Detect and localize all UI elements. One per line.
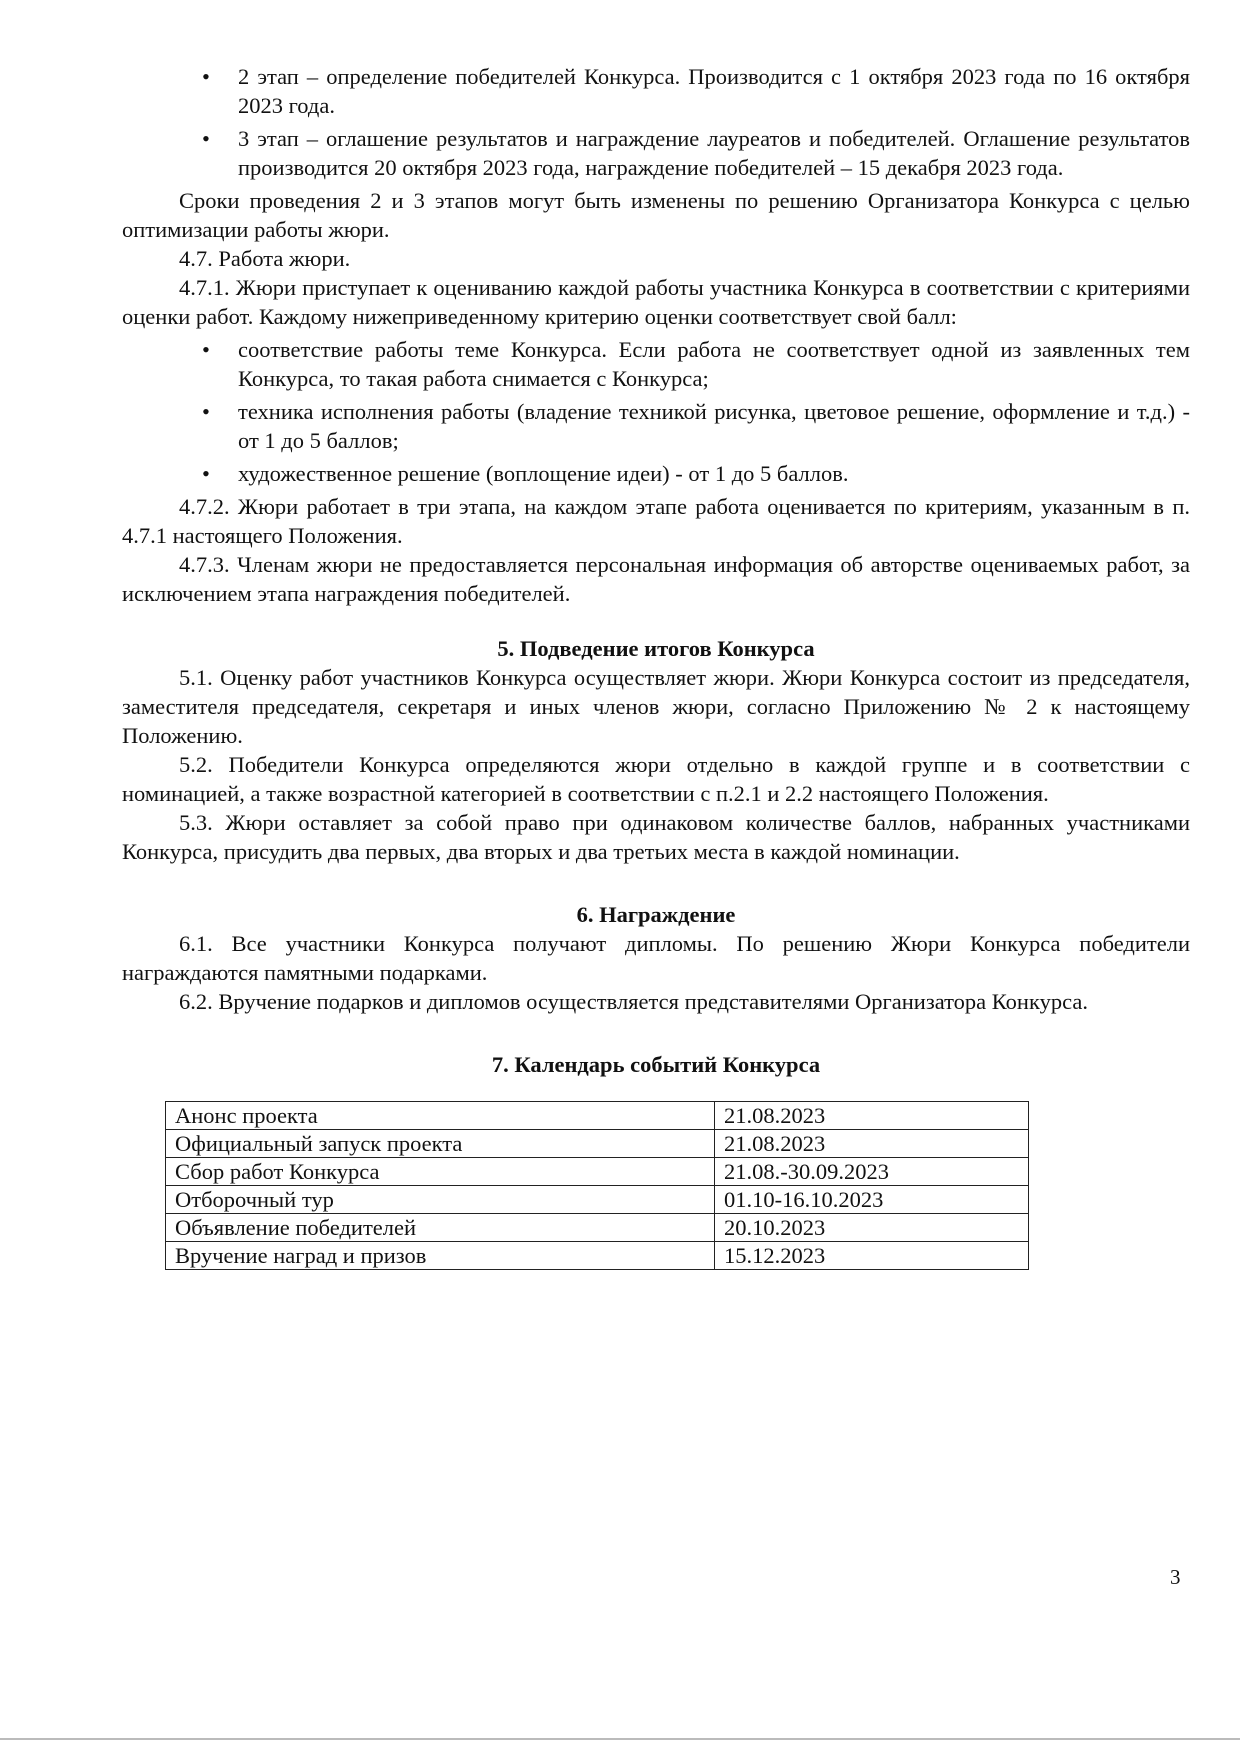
paragraph-5-3: 5.3. Жюри оставляет за собой право при одинаковом количестве баллов, набранных участниками Конкурса, присудить два первых, два вторых и два третьих места в каждой номинации. [122,810,1190,864]
event-name-cell: Объявление победителей [166,1214,715,1242]
bullet-icon: • [202,399,210,424]
table-row [166,1102,1029,1130]
section-7-title: 7. Календарь событий Конкурса [491,1052,821,1077]
criteria-list [122,335,1190,488]
page-number: 3 [1170,1565,1181,1589]
bullet-icon: • [202,64,210,89]
event-name-cell: Анонс проекта [166,1102,715,1130]
event-name-cell: Вручение наград и призов [166,1242,715,1270]
document-page [122,62,1190,1270]
event-date-cell: 21.08.2023 [715,1130,1029,1158]
paragraph-terms: Сроки проведения 2 и 3 этапов могут быть изменены по решению Организатора Конкурса с целью оптимизации работы жюри. [122,188,1190,242]
table-row [166,1186,1029,1214]
paragraph-4-7-1: 4.7.1. Жюри приступает к оцениванию каждой работы участника Конкурса в соответствии с критериями оценки работ. Каждому нижеприведенному критерию оценки соответствует свой балл: [122,275,1190,329]
list-item: • 2 этап – определение победителей Конкурса. Производится с 1 октября 2023 года по 16 октября 2023 года. [202,64,1190,118]
section-5-title: 5. Подведение итогов Конкурса [497,636,815,661]
table-row [166,1214,1029,1242]
event-name-cell: Отборочный тур [166,1186,715,1214]
list-item: • художественное решение (воплощение идеи) - от 1 до 5 баллов. [202,461,849,486]
paragraph-6-1: 6.1. Все участники Конкурса получают дипломы. По решению Жюри Конкурса победители награждаются памятными подарками. [122,931,1190,985]
event-date-cell: 20.10.2023 [715,1214,1029,1242]
event-name-cell: Официальный запуск проекта [166,1130,715,1158]
event-name-cell: Сбор работ Конкурса [166,1158,715,1186]
event-date-cell: 21.08.2023 [715,1102,1029,1130]
events-calendar-table [165,1101,1029,1270]
table-row [166,1242,1029,1270]
bullet-icon: • [202,461,210,486]
page-bottom-edge [0,1738,1240,1740]
paragraph-6-2: 6.2. Вручение подарков и дипломов осуществляется представителями Организатора Конкурса. [179,989,1088,1014]
paragraph-4-7-3: 4.7.3. Членам жюри не предоставляется персональная информация об авторстве оцениваемых работ, за исключением этапа награждения победителей. [122,552,1190,606]
event-date-cell: 01.10-16.10.2023 [715,1186,1029,1214]
list-item: • 3 этап – оглашение результатов и награждение лауреатов и победителей. Оглашение результатов производится 20 октября 2023 года, награждение победителей – 15 декабря 2023 года. [202,126,1190,180]
event-date-cell: 15.12.2023 [715,1242,1029,1270]
table-row [166,1130,1029,1158]
section-6-title: 6. Награждение [576,902,736,927]
event-date-cell: 21.08.-30.09.2023 [715,1158,1029,1186]
paragraph-4-7: 4.7. Работа жюри. [179,246,351,271]
paragraph-5-1: 5.1. Оценку работ участников Конкурса осуществляет жюри. Жюри Конкурса состоит из председателя, заместителя председателя, секретаря и иных членов жюри, согласно Приложению № 2 к настоящему Положению. [122,665,1190,748]
table-row [166,1158,1029,1186]
paragraph-4-7-2: 4.7.2. Жюри работает в три этапа, на каждом этапе работа оценивается по критериям, указанным в п. 4.7.1 настоящего Положения. [122,494,1190,548]
paragraph-5-2: 5.2. Победители Конкурса определяются жюри отдельно в каждой группе и в соответствии с номинацией, а также возрастной категорией в соответствии с п.2.1 и 2.2 настоящего Положения. [122,752,1190,806]
list-item: • соответствие работы теме Конкурса. Если работа не соответствует одной из заявленных тем Конкурса, то такая работа снимается с Конкурса; [202,337,1190,391]
list-item: • техника исполнения работы (владение техникой рисунка, цветовое решение, оформление и т.д.) - от 1 до 5 баллов; [202,399,1190,453]
bullet-icon: • [202,337,210,362]
stages-list [122,62,1190,182]
bullet-icon: • [202,126,210,151]
